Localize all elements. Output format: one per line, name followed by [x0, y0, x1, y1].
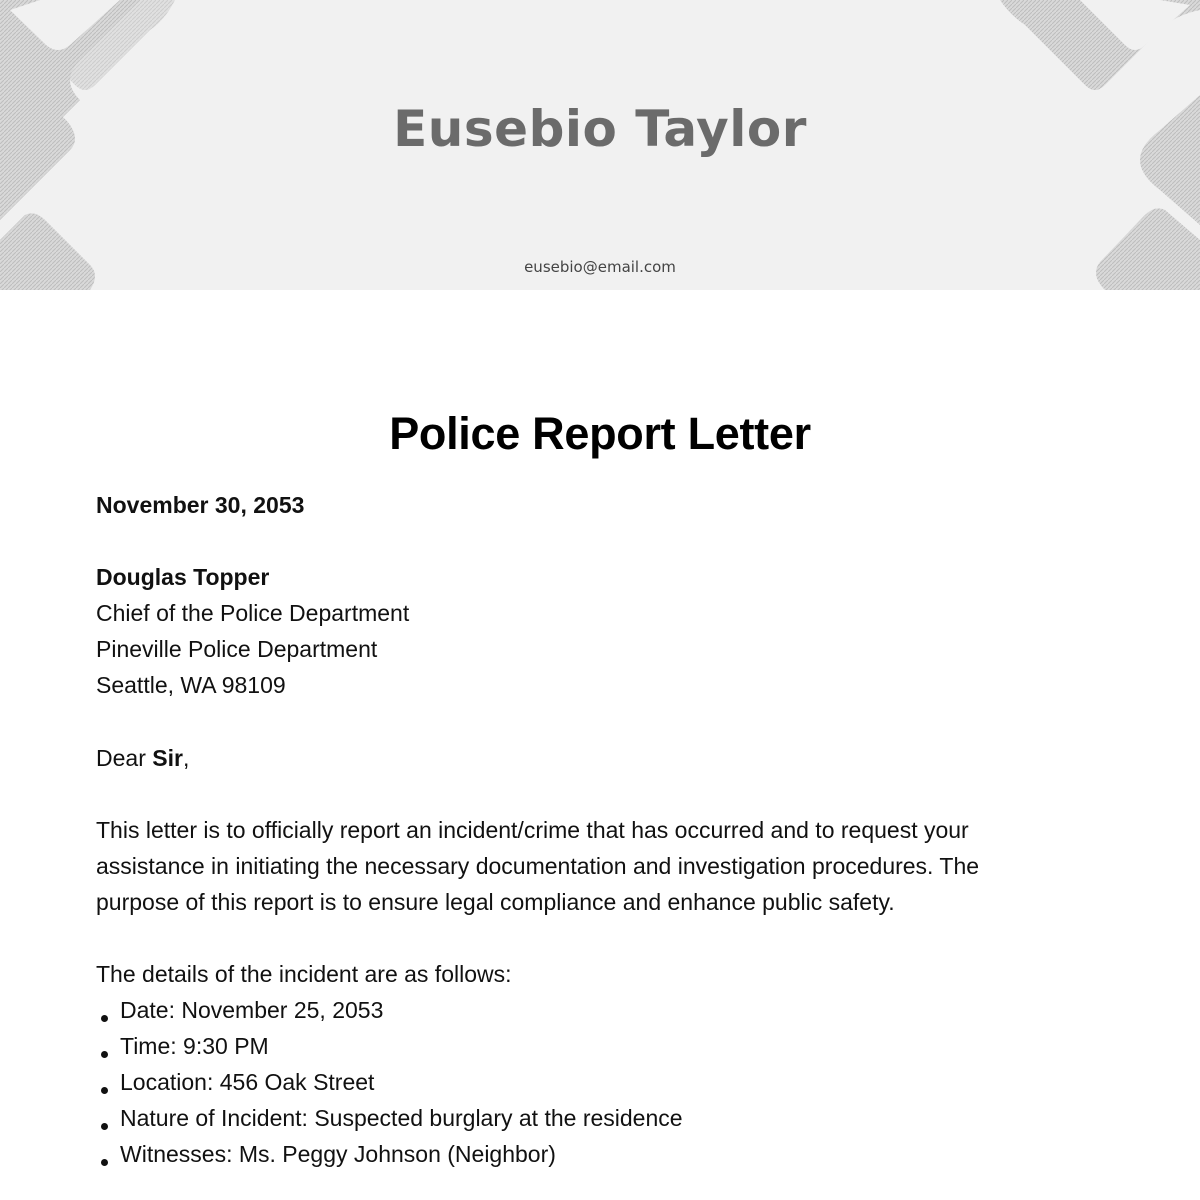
bullet-icon	[101, 1087, 108, 1094]
recipient-organization: Pineville Police Department	[96, 636, 378, 662]
salutation-prefix: Dear	[96, 745, 153, 771]
bullet-icon	[101, 1159, 108, 1166]
incident-details	[96, 956, 1106, 1172]
recipient-address: Seattle, WA 98109	[96, 672, 286, 698]
recipient-block	[96, 559, 1106, 703]
intro-line: purpose of this report is to ensure legal compliance and enhance public safety.	[96, 889, 895, 915]
intro-line: This letter is to officially report an incident/crime that has occurred and to request your	[96, 817, 969, 843]
recipient-name: Douglas Topper	[96, 564, 270, 590]
salutation-name: Sir	[152, 745, 183, 771]
detail-text: Nature of Incident: Suspected burglary at the residence	[120, 1105, 683, 1131]
details-list	[96, 992, 1106, 1172]
detail-text: Location: 456 Oak Street	[120, 1069, 375, 1095]
sender-name: Eusebio Taylor	[393, 100, 807, 158]
intro-line: assistance in initiating the necessary documentation and investigation procedures. The	[96, 853, 980, 879]
list-item	[96, 1100, 1106, 1136]
list-item	[96, 1136, 1106, 1172]
bullet-icon	[101, 1123, 108, 1130]
salutation-suffix: ,	[182, 745, 190, 771]
detail-text: Witnesses: Ms. Peggy Johnson (Neighbor)	[120, 1141, 556, 1167]
recipient-title: Chief of the Police Department	[96, 600, 410, 626]
list-item	[96, 992, 1106, 1028]
salutation	[96, 740, 1106, 776]
list-item	[96, 1064, 1106, 1100]
bullet-icon	[101, 1051, 108, 1058]
list-item	[96, 1028, 1106, 1064]
sender-email: eusebio@email.com	[524, 258, 676, 276]
intro-paragraph	[96, 812, 1106, 920]
bullet-icon	[101, 1015, 108, 1022]
letterhead	[0, 0, 1200, 290]
document-title: Police Report Letter	[389, 408, 811, 459]
detail-text: Time: 9:30 PM	[120, 1033, 269, 1059]
letter-date: November 30, 2053	[96, 492, 305, 518]
details-intro: The details of the incident are as follows:	[96, 961, 512, 987]
detail-text: Date: November 25, 2053	[120, 997, 384, 1023]
